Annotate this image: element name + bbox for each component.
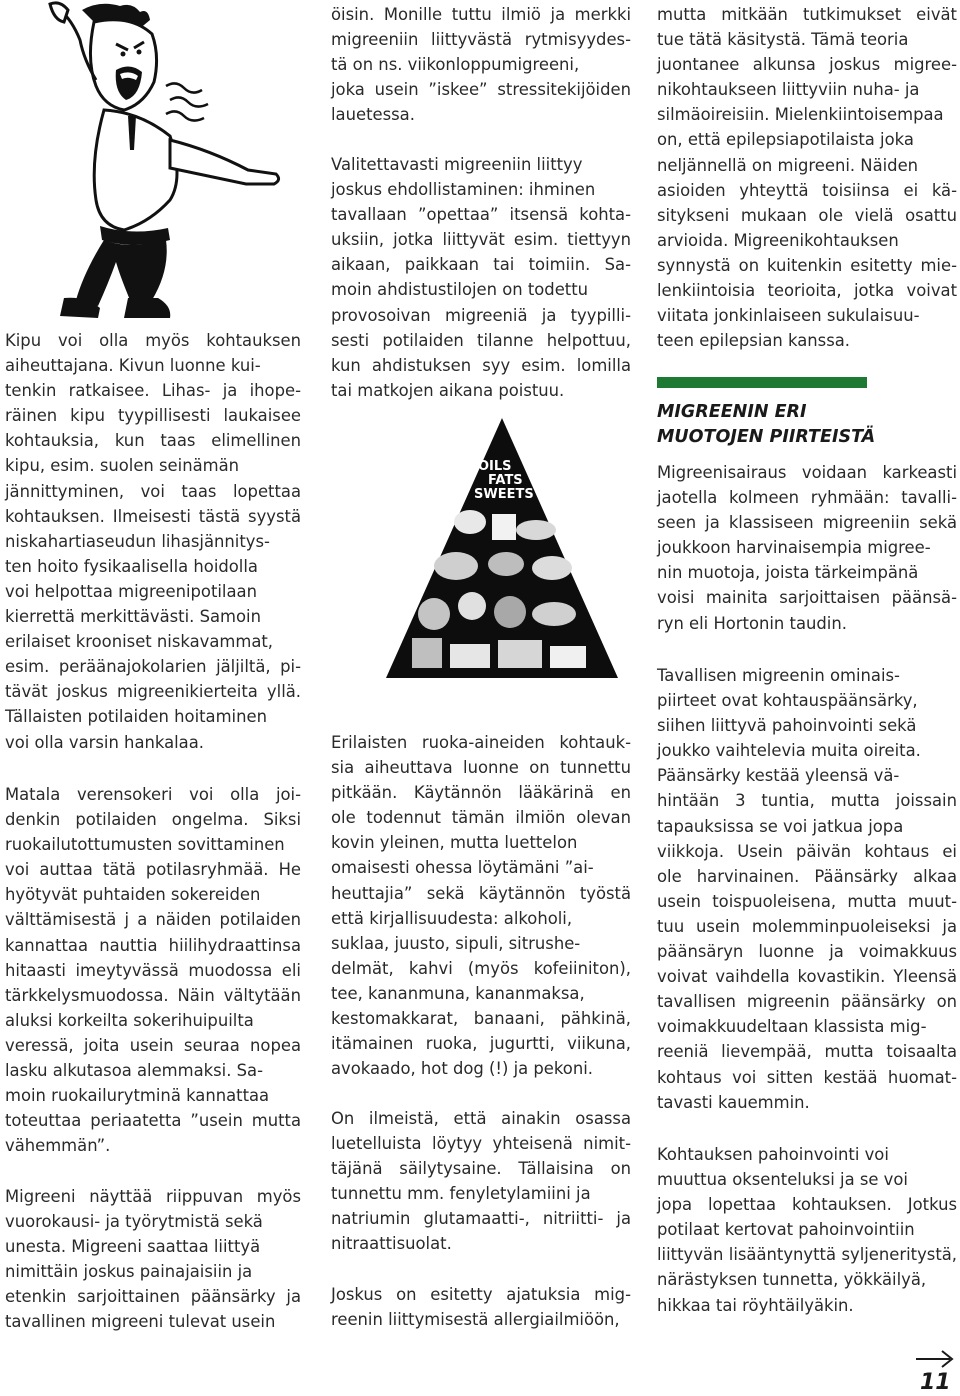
text-line: aluksi korkeilta sokerihuipuilta bbox=[5, 1010, 254, 1030]
text-line: Päänsärky kestää yleensä vä- bbox=[657, 766, 900, 786]
text-line: Erilaisten ruoka-aineiden kohtauk- bbox=[331, 733, 631, 752]
paragraph-preservatives bbox=[331, 1106, 631, 1257]
section-heading-line: MIGREENIN ERI bbox=[657, 402, 807, 422]
text-line: tavallaan ”opettaa” itsensä kohta- bbox=[331, 205, 631, 225]
text-line: voisi mainita sarjoittaisen päänsä- bbox=[657, 588, 957, 608]
text-line: on, että epilepsiapotilaista joka bbox=[657, 130, 914, 150]
text-line: kohtauksen. Ilmeisesti tästä syystä bbox=[5, 506, 301, 526]
pyramid-label-sweets: SWEETS bbox=[474, 487, 534, 502]
text-line: tenkin ratkaisee. Lihas- ja ihope- bbox=[5, 381, 301, 401]
text-line: tunnettu mm. fenyletylamiini ja bbox=[331, 1184, 591, 1204]
text-line: ole todennut tämän ilmiön olevan bbox=[331, 808, 631, 828]
text-line: muuttua oksenteluksi ja se voi bbox=[657, 1170, 908, 1190]
text-line: Migreeni näyttää riippuvan myös bbox=[5, 1187, 301, 1206]
text-line: veressä, joita usein seuraa nopea bbox=[5, 1035, 301, 1055]
text-line: neljännellä on migreeni. Näiden bbox=[657, 155, 919, 175]
text-line: natriumin glutamaatti-, nitriitti- ja bbox=[331, 1209, 631, 1229]
text-line: moin ahdistustilojen on todettu bbox=[331, 280, 589, 300]
text-line: voivat vaihdella kovastikin. Yleensä bbox=[657, 967, 957, 987]
text-line: närästyksen tunnetta, yökkäilyä, bbox=[657, 1270, 927, 1290]
section-heading-line: MUOTOJEN PIIRTEISTÄ bbox=[657, 427, 876, 447]
text-line: täjänä säilytysaine. Tällaisina on bbox=[331, 1159, 631, 1179]
text-line: Tavallisen migreenin ominais- bbox=[657, 666, 900, 685]
text-line: Joskus on esitetty ajatuksia mig- bbox=[331, 1285, 631, 1304]
text-line: välttämisestä j a näiden potilaiden bbox=[5, 910, 301, 930]
text-line: tärkkelysmuodossa. Näin vältytään bbox=[5, 985, 301, 1005]
text-line: omaisesti ohessa löytämäni ”ai- bbox=[331, 858, 594, 878]
text-line: synnystä on kuitenkin esitetty mie- bbox=[657, 255, 957, 275]
text-line: sitykseni mukaan ole vielä osattu bbox=[657, 205, 957, 225]
text-line: liittyvän lisääntynyttä syljeneritystä, bbox=[657, 1245, 957, 1265]
text-line: kestomakkarat, banaani, pähkinä, bbox=[331, 1009, 631, 1029]
text-line: kierrettä merkittävästi. Samoin bbox=[5, 607, 261, 627]
text-line: että kirjallisuudesta: alkoholi, bbox=[331, 908, 573, 928]
food-pyramid-illustration bbox=[386, 418, 618, 690]
text-line: joukko vaihtelevia muita oireita. bbox=[657, 741, 921, 761]
text-line: hikkaa tai röyhtäilyäkin. bbox=[657, 1295, 854, 1315]
text-line: kun ahdistuksen syy esim. lomilla bbox=[331, 355, 631, 375]
text-line: ole harvinainen. Päänsärky alkaa bbox=[657, 866, 957, 886]
text-line: Tällaisten potilaiden hoitaminen bbox=[5, 707, 267, 727]
paragraph-food-triggers bbox=[331, 730, 631, 1081]
paragraph-pain-triggers bbox=[5, 328, 301, 755]
text-line: joskus ehdollistaminen: ihminen bbox=[331, 180, 596, 200]
text-line: Valitettavasti migreeniin liittyy bbox=[331, 155, 583, 174]
text-line: migreeniin liittyvästä rytmisyydes- bbox=[331, 30, 631, 50]
text-line: kipu, esim. suolen seinämän bbox=[5, 456, 240, 476]
text-line: On ilmeistä, että ainakin osassa bbox=[331, 1109, 631, 1128]
text-line: voi olla varsin hankalaa. bbox=[5, 732, 204, 752]
text-line: aikaan, paikkaan tai toimiin. Sa- bbox=[331, 255, 631, 275]
text-line: delmät, kahvi (myös kofeiiniton), bbox=[331, 958, 631, 978]
text-line: silmäoireisiin. Mielenkiintoisempaa bbox=[657, 105, 944, 125]
text-line: lenkiintoisia teorioita, jotka voivat bbox=[657, 281, 957, 301]
text-line: esim. peräänajokolarien jäljiltä, pi- bbox=[5, 657, 301, 677]
text-line: kohtauksia, kun taas elimellinen bbox=[5, 431, 301, 451]
text-line: potilaat kertovat pahoinvointiin bbox=[657, 1220, 915, 1240]
text-line: teen epilepsian kanssa. bbox=[657, 331, 850, 351]
text-line: nimittäin joskus painajaisiin ja bbox=[5, 1262, 253, 1282]
pyramid-label-oils: OILS bbox=[478, 459, 512, 474]
paragraph-allergy bbox=[331, 1282, 631, 1332]
text-line: tavasti kauemmin. bbox=[657, 1092, 810, 1112]
text-line: hitaasti imeytyvässä muodossa eli bbox=[5, 960, 301, 980]
text-line: tue tätä käsitystä. Tämä teoria bbox=[657, 30, 909, 50]
paragraph-rhythm bbox=[5, 1184, 301, 1335]
paragraph-blood-sugar bbox=[5, 782, 301, 1158]
text-line: reenin liittymisestä allergiailmiöön, bbox=[331, 1310, 620, 1330]
text-line: voi auttaa tätä potilasryhmää. He bbox=[5, 860, 301, 880]
text-line: ten hoito fysikaalisella hoidolla bbox=[5, 556, 258, 576]
text-line: tai matkojen aikana poistuu. bbox=[331, 380, 565, 400]
text-line: vähemmän”. bbox=[5, 1136, 111, 1156]
text-line: asioiden yhteyttä toisiinsa ei kä- bbox=[657, 180, 957, 200]
page-number: 11 bbox=[920, 1370, 951, 1395]
text-line: vuorokausi- ja työrytmistä sekä bbox=[5, 1212, 263, 1232]
text-line: lasku alkutasoa alemmaksi. Sa- bbox=[5, 1061, 264, 1081]
text-line: tavallisen migreenin päänsärky on bbox=[657, 992, 957, 1012]
text-line: moin ruokailurytminä kannattaa bbox=[5, 1086, 270, 1106]
text-line: hintään 3 tuntia, mutta joissain bbox=[657, 791, 957, 811]
text-line: viitata jonkinlaiseen sukulaisuu- bbox=[657, 306, 920, 326]
text-line: nitraattisuolat. bbox=[331, 1234, 452, 1254]
text-line: jopa lopettaa kohtauksen. Jotkus bbox=[657, 1195, 957, 1215]
text-line: suklaa, juusto, sipuli, sitrushe- bbox=[331, 933, 581, 953]
text-line: aiheuttajana. Kivun luonne kui- bbox=[5, 356, 261, 376]
paragraph-classification bbox=[657, 460, 957, 636]
text-line: tävät joskus migreenikierteita yllä. bbox=[5, 682, 301, 702]
text-line: luetelluista löytyy yhteisenä nimit- bbox=[331, 1134, 631, 1154]
pyramid-label-fats: FATS bbox=[488, 473, 523, 488]
text-line: hyötyvät puhtaiden sokereiden bbox=[5, 885, 261, 905]
text-line: niskahartiaseudun lihasjännitys- bbox=[5, 531, 270, 551]
text-line: tä on ns. viikonloppumigreeni, bbox=[331, 55, 580, 75]
section-heading bbox=[657, 400, 957, 450]
text-line: seen ja klassiseen migreeniin sekä bbox=[657, 513, 957, 533]
text-line: sesti potilaiden tilanne helpottuu, bbox=[331, 330, 631, 350]
text-line: toteuttaa periaatetta ”usein mutta bbox=[5, 1111, 301, 1131]
text-line: unesta. Migreeni saattaa liittyä bbox=[5, 1237, 261, 1257]
text-line: arvioida. Migreenikohtauksen bbox=[657, 230, 899, 250]
text-line: sia aiheuttava luonne on tunnettu bbox=[331, 758, 631, 778]
text-line: jaotella kolmeen ryhmään: tavalli- bbox=[657, 488, 957, 508]
text-line: Migreenisairaus voidaan karkeasti bbox=[657, 463, 957, 482]
text-line: nin muotoja, joista tärkeimpänä bbox=[657, 563, 919, 583]
text-line: nikohtaukseen liittyviin nuha- ja bbox=[657, 80, 920, 100]
right-arrow-icon bbox=[914, 1348, 956, 1370]
text-line: pitkään. Käytännön lääkärinä en bbox=[331, 783, 631, 803]
paragraph-common-migraine bbox=[657, 663, 957, 1115]
text-line: viikkoja. Usein päivän kohtaus ei bbox=[657, 841, 957, 861]
text-line: öisin. Monille tuttu ilmiö ja merkki bbox=[331, 5, 631, 24]
text-line: kovin yleinen, mutta luettelon bbox=[331, 833, 578, 853]
text-line: joukkoon harvinaisempia migree- bbox=[657, 538, 931, 558]
text-line: ruokailutottumusten sovittaminen bbox=[5, 835, 285, 855]
shouting-man-illustration bbox=[20, 0, 300, 332]
text-line: usein toispuoleisena, mutta muut- bbox=[657, 891, 957, 911]
text-line: reeniä lievempää, mutta toisaalta bbox=[657, 1042, 957, 1062]
text-line: tavallinen migreeni tulevat usein bbox=[5, 1312, 276, 1332]
text-line: erilaiset krooniset niskavammat, bbox=[5, 632, 274, 652]
text-line: räinen kipu tyypillisesti laukaisee bbox=[5, 406, 301, 426]
text-line: mutta mitkään tutkimukset eivät bbox=[657, 5, 957, 24]
text-line: siihen liittyvä pahoinvointi sekä bbox=[657, 716, 917, 736]
text-line: Kohtauksen pahoinvointi voi bbox=[657, 1145, 889, 1164]
text-line: lauetessa. bbox=[331, 105, 415, 125]
paragraph-weekend-migraine bbox=[331, 2, 631, 127]
text-line: etenkin sarjoittainen päänsärky ja bbox=[5, 1287, 301, 1307]
text-line: jännittyminen, voi taas lopettaa bbox=[5, 481, 301, 501]
paragraph-nausea bbox=[657, 1142, 957, 1318]
text-line: kannattaa nauttia hiilihydraattinsa bbox=[5, 935, 301, 955]
text-line: päänsäryn luonne ja voimakkuus bbox=[657, 942, 957, 962]
text-line: ryn eli Hortonin taudin. bbox=[657, 613, 847, 633]
text-line: piirteet ovat kohtauspäänsärky, bbox=[657, 691, 918, 711]
text-line: voi helpottaa migreenipotilaan bbox=[5, 581, 257, 601]
text-line: juontanee alkunsa joskus migree- bbox=[657, 55, 957, 75]
text-line: Matala verensokeri voi olla joi- bbox=[5, 785, 301, 804]
text-line: tapauksissa se voi jatkua jopa bbox=[657, 816, 904, 836]
text-line: heuttajia” sekä käytännön työstä bbox=[331, 883, 631, 903]
text-line: joka usein ”iskee” stressitekijöiden bbox=[331, 80, 631, 100]
section-divider-bar bbox=[657, 377, 867, 388]
text-line: tee, kananmuna, kananmaksa, bbox=[331, 983, 585, 1003]
text-line: itämainen ruoka, jugurtti, viikuna, bbox=[331, 1034, 631, 1054]
text-line: denkin potilaiden ongelma. Siksi bbox=[5, 810, 301, 830]
text-line: Kipu voi olla myös kohtauksen bbox=[5, 331, 301, 350]
text-line: kohtaus voi sitten kestää huomat- bbox=[657, 1067, 957, 1087]
text-line: uksiin, jotka liittyvät esim. tiettyyn bbox=[331, 230, 631, 250]
paragraph-conditioning bbox=[331, 152, 631, 403]
text-line: tuu usein molemminpuoleiseksi ja bbox=[657, 916, 957, 936]
text-line: voimakkuudeltaan klassista mig- bbox=[657, 1017, 927, 1037]
paragraph-epilepsy bbox=[657, 2, 957, 353]
text-line: avokaado, hot dog (!) ja pekoni. bbox=[331, 1059, 593, 1079]
text-line: provosoivan migreeniä ja tyypilli- bbox=[331, 305, 631, 325]
